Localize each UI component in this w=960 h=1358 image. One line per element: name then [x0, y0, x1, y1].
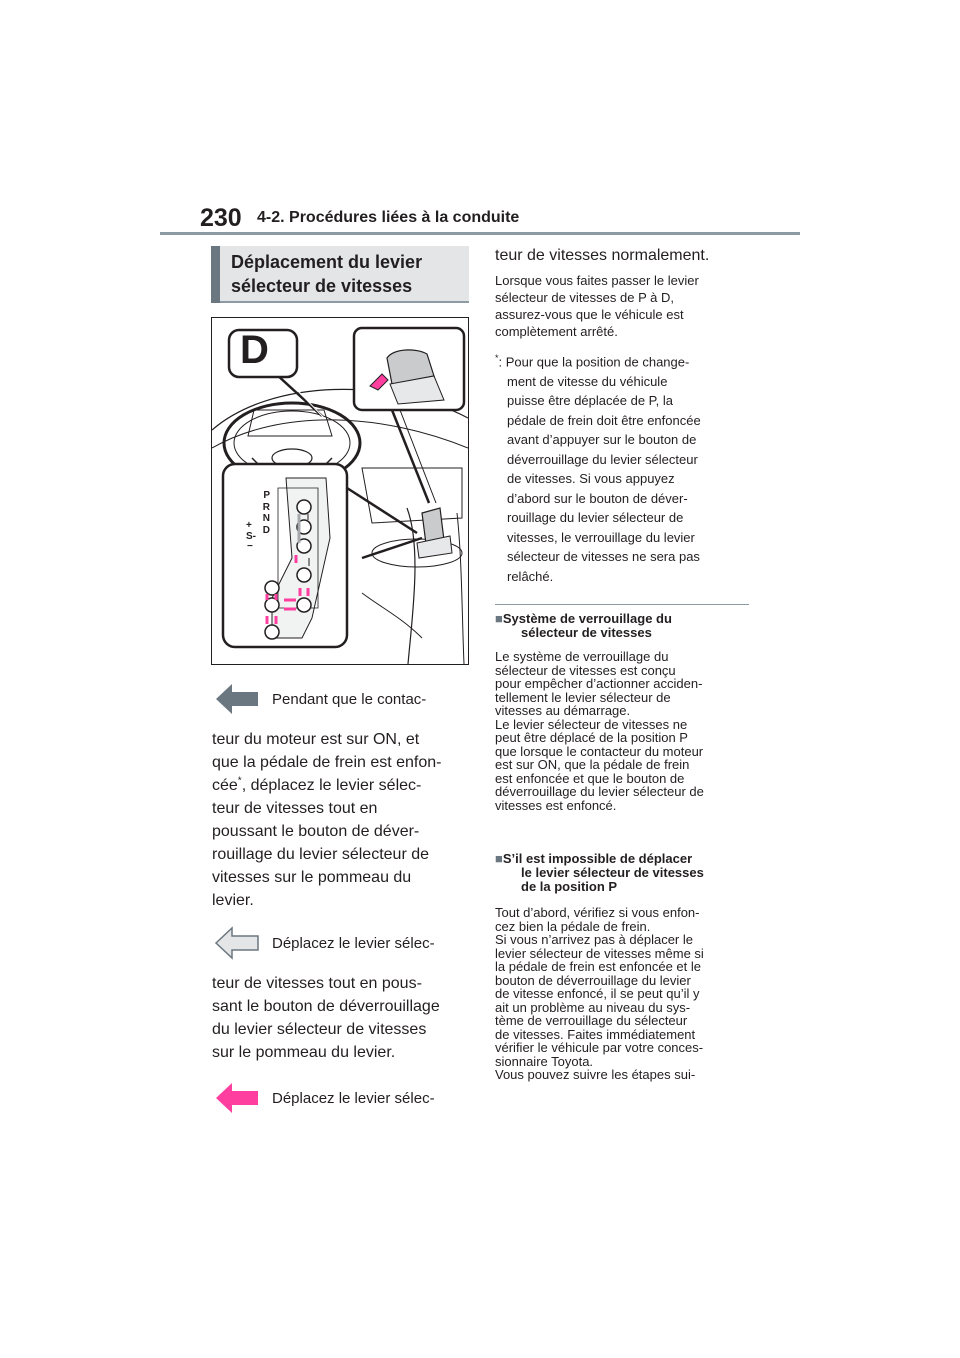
text-line: teur du moteur est sur ON, et — [212, 731, 420, 748]
text-line: déverrouillage du levier sélecteur de — [495, 784, 704, 799]
text-line: sélecteur de vitesses ne sera pas — [507, 549, 700, 565]
text-line: relâché. — [507, 568, 554, 584]
gate-plus: + — [246, 520, 252, 531]
text-line: puisse être déplacée de P, la — [507, 393, 673, 409]
text-line: est sur ON, que la pédale de frein — [495, 757, 690, 772]
text-line: ment de vitesse du véhicule — [507, 373, 668, 389]
right-note — [495, 272, 755, 340]
section-title-line: Déplacement du levier — [231, 252, 423, 272]
text-line: sélecteur de vitesses est conçu — [495, 662, 676, 678]
heading-text: S’il est impossible de déplacer — [502, 851, 693, 866]
gate-s-minus: S- — [246, 531, 256, 542]
gate-minus: − — [247, 541, 253, 552]
text-line: ait un problème au niveau du sys- — [495, 999, 691, 1015]
text-line: sur le pommeau du levier. — [212, 1044, 396, 1061]
text-line: d’abord sur le bouton de déver- — [507, 490, 688, 506]
text-fragment: : Pour que la position de change- — [498, 354, 690, 370]
heading-line — [495, 611, 768, 626]
text-line: avant d’appuyer sur le bouton de — [507, 432, 697, 448]
text-fragment: , déplacez le levier sélec- — [241, 777, 422, 794]
text-line: que la pédale de frein est enfon- — [212, 754, 442, 771]
heading-line: sélecteur de vitesses — [521, 625, 652, 640]
text-line: vérifier le véhicule par votre conces- — [495, 1040, 704, 1055]
text-line: Tout d’abord, vérifiez si vous enfon- — [495, 905, 700, 920]
bullet-square-icon: ■ — [495, 611, 503, 626]
section-divider — [495, 604, 749, 605]
header-rule — [160, 232, 800, 235]
gate-letter-r: R — [262, 501, 270, 513]
text-line: Vous pouvez suivre les étapes sui- — [495, 1067, 696, 1082]
text-line — [212, 774, 472, 797]
left-paragraph-2 — [212, 972, 472, 1064]
section-header: 4-2. Procédures liées à la conduite — [257, 209, 520, 226]
text-line: Si vous n’arrivez pas à déplacer le — [495, 932, 693, 947]
heading-line: le levier sélecteur de vitesses — [521, 865, 704, 880]
text-line: vitesses est enfoncé. — [495, 797, 617, 813]
legend-text-2: Déplacez le levier sélec- — [272, 935, 435, 952]
subsection-1-heading — [495, 612, 768, 640]
text-line: de vitesses. Faites immédiatement — [495, 1026, 696, 1042]
text-line: Lorsque vous faites passer le levier — [495, 273, 699, 288]
text-line: de vitesse enfoncé, il se peut qu’il y — [495, 986, 700, 1001]
text-line: tellement le levier sélecteur de — [495, 689, 671, 705]
text-fragment: cée — [212, 777, 238, 794]
text-line: sant le bouton de déverrouillage — [212, 998, 440, 1015]
text-line: complètement arrêté. — [495, 324, 618, 339]
text-line: rouillage du levier sélecteur de — [212, 846, 430, 863]
section-title — [231, 250, 422, 298]
footnote-mark: * — [495, 353, 499, 363]
text-line: rouillage du levier sélecteur de — [507, 510, 684, 526]
text-line: est enfoncée et que le bouton de — [495, 770, 685, 786]
text-line: vitesses, le verrouillage du levier — [507, 529, 695, 545]
footnote-ref: * — [237, 775, 242, 787]
text-line: vitesses au démarrage. — [495, 703, 631, 718]
text-line: pédale de frein doit être enfoncée — [507, 412, 701, 428]
right-lead-text: teur de vitesses normalement. — [495, 247, 710, 264]
heading-text: Système de verrouillage du — [502, 611, 672, 626]
gate-letter-d: D — [262, 524, 270, 536]
legend-text-3: Déplacez le levier sélec- — [272, 1090, 435, 1107]
text-line: la pédale de frein est enfoncée et le — [495, 959, 701, 974]
subsection-2-body — [495, 906, 755, 1082]
text-line: déverrouillage du levier sélecteur — [507, 451, 698, 467]
text-line: de vitesses. Si vous appuyez — [507, 471, 675, 487]
text-line: Le système de verrouillage du — [495, 649, 669, 664]
text-line: peut être déplacé de la position P — [495, 730, 688, 745]
heading-line: de la position P — [521, 879, 618, 894]
section-title-bar — [211, 246, 220, 303]
arrow-solid-pink-icon — [214, 1080, 260, 1116]
text-line: pour empêcher d’actionner acciden- — [495, 676, 703, 691]
heading-line — [495, 851, 768, 866]
arrow-outline-gray-icon — [214, 925, 260, 961]
bullet-square-icon: ■ — [495, 851, 503, 866]
text-line: du levier sélecteur de vitesses — [212, 1021, 427, 1038]
text-line: poussant le bouton de déver- — [212, 823, 420, 840]
page-number: 230 — [200, 204, 242, 232]
subsection-2-heading — [495, 852, 768, 894]
right-footnote — [495, 349, 755, 586]
text-line: tème de verrouillage du sélecteur — [495, 1013, 688, 1028]
text-line: bouton de déverrouillage du levier — [495, 972, 691, 988]
left-paragraph-1 — [212, 728, 472, 912]
gear-indicator-d: D — [240, 328, 269, 372]
gate-letters — [256, 490, 270, 536]
text-line: levier. — [212, 892, 254, 909]
subsection-1-body — [495, 650, 755, 812]
text-line: cez bien la pédale de frein. — [495, 918, 651, 934]
shift-lever-illustration — [211, 317, 469, 665]
text-line: que lorsque le contacteur du moteur — [495, 743, 704, 759]
section-title-line: sélecteur de vitesses — [231, 276, 413, 296]
text-line: teur de vitesses tout en pous- — [212, 975, 422, 992]
text-line: sélecteur de vitesses de P à D, — [495, 290, 674, 305]
text-line: levier sélecteur de vitesses même si — [495, 945, 704, 961]
text-line: sionnaire Toyota. — [495, 1053, 594, 1069]
arrow-solid-gray-icon — [214, 681, 260, 717]
section-title-box — [211, 246, 469, 303]
text-line: teur de vitesses tout en — [212, 800, 378, 817]
legend-text-1: Pendant que le contac- — [272, 691, 427, 708]
text-line: assurez-vous que le véhicule est — [495, 307, 684, 322]
gate-letter-n: N — [262, 513, 270, 524]
text-line — [495, 349, 755, 372]
text-line: Le levier sélecteur de vitesses ne — [495, 716, 688, 732]
text-line: vitesses sur le pommeau du — [212, 869, 412, 886]
gate-letter-p: P — [263, 490, 270, 501]
